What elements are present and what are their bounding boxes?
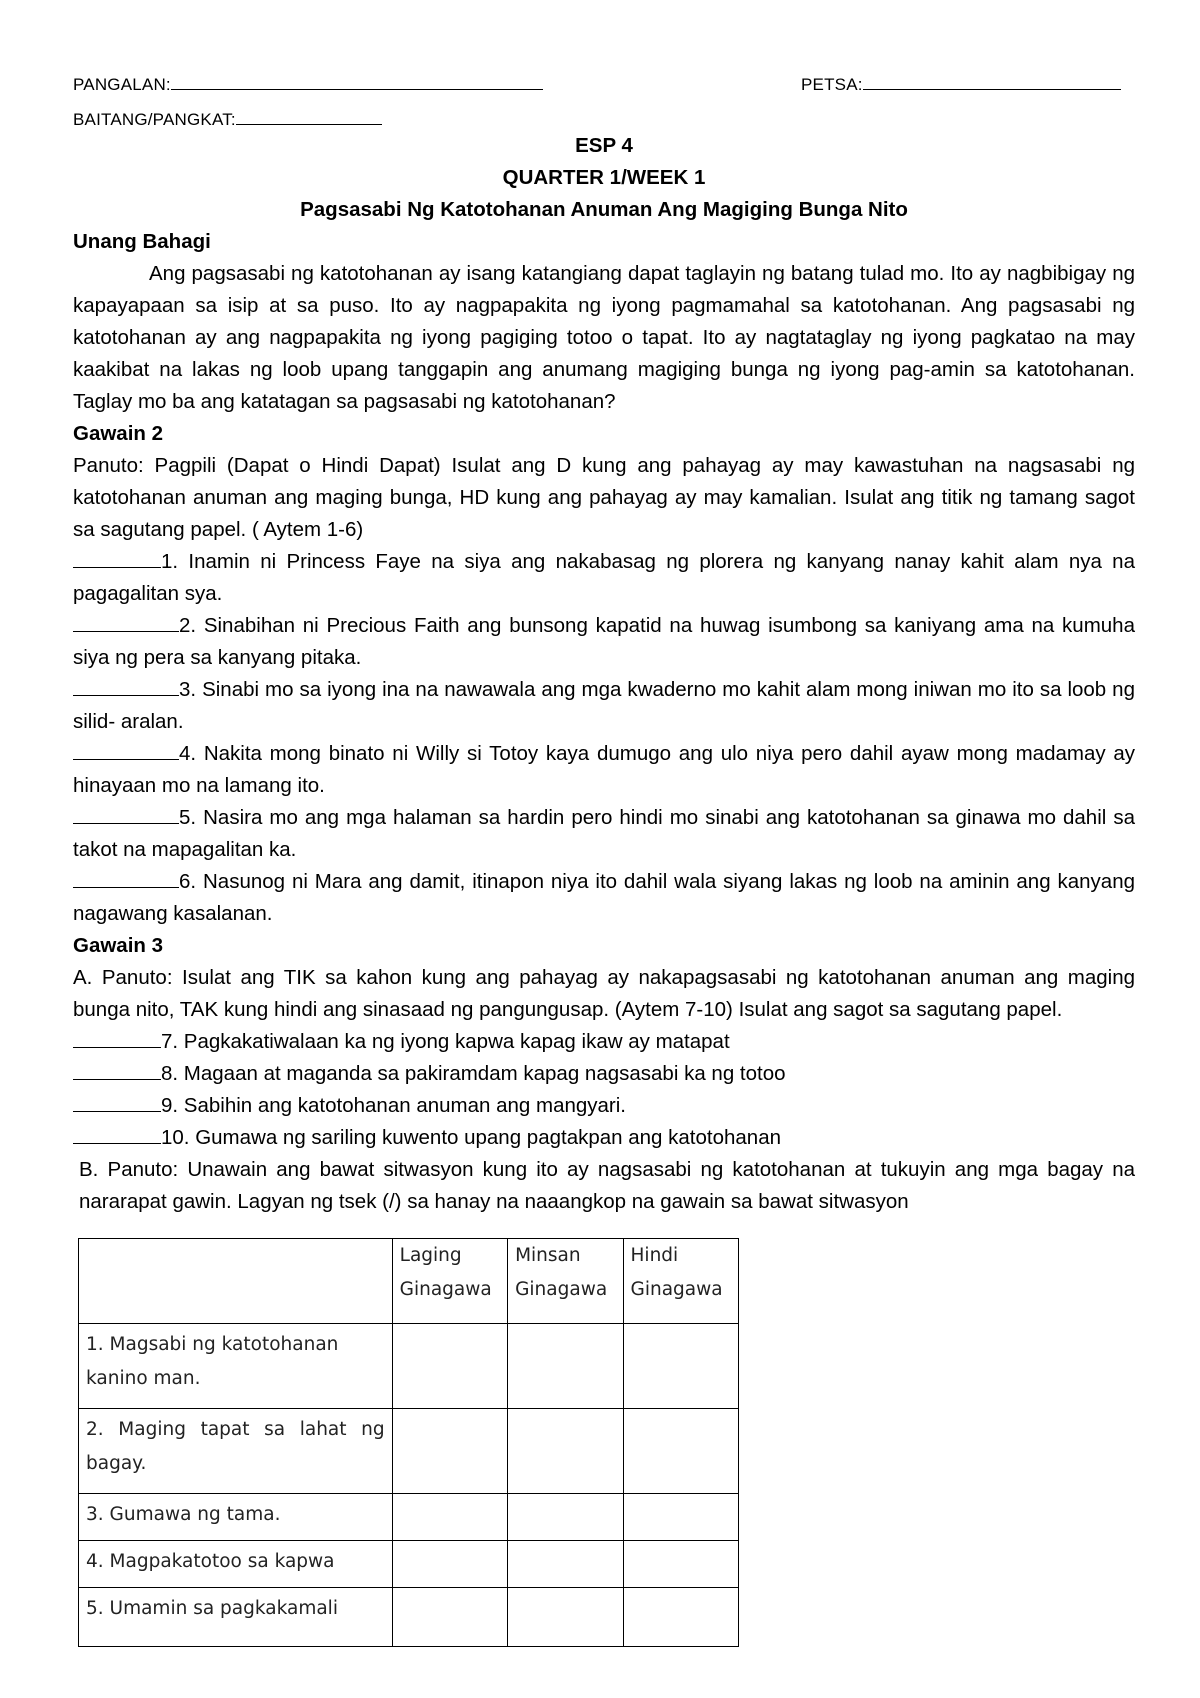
table-row [79, 1324, 739, 1409]
row-statement: 3. Gumawa ng tama. [79, 1494, 393, 1541]
check-cell[interactable] [508, 1409, 623, 1494]
check-cell[interactable] [508, 1494, 623, 1541]
subject-title: ESP 4 [575, 134, 633, 157]
check-cell[interactable] [508, 1541, 623, 1588]
check-cell[interactable] [392, 1324, 507, 1409]
answer-blank[interactable] [73, 1061, 161, 1080]
grade-blank[interactable] [236, 110, 382, 125]
name-label: PANGALAN: [73, 75, 171, 94]
gawain2-item: 2. Sinabihan ni Precious Faith ang bunsong kapatid na huwag isumbong sa kaniyang ama na kumuha siya ng pera sa kanyang pitaka. [73, 614, 1135, 669]
gawain2-item: 1. Inamin ni Princess Faye na siya ang nakabasag ng plorera ng kanyang nanay kahit alam nya na pagagalitan sya. [73, 550, 1135, 605]
header-minsan: Minsan Ginagawa [508, 1239, 623, 1324]
name-blank[interactable] [171, 75, 543, 90]
answer-blank[interactable] [73, 805, 179, 824]
document-body [73, 130, 1135, 1218]
table-row [79, 1541, 739, 1588]
gawain2-item: 4. Nakita mong binato ni Willy si Totoy kaya dumugo ang ulo niya pero dahil ayaw mong madamay ay hinayaan mo na lamang ito. [73, 742, 1135, 797]
table-row [79, 1588, 739, 1647]
check-cell[interactable] [508, 1588, 623, 1647]
answer-blank[interactable] [73, 1029, 161, 1048]
answer-blank[interactable] [73, 741, 179, 760]
quarter-title: QUARTER 1/WEEK 1 [502, 166, 706, 189]
answer-blank[interactable] [73, 869, 179, 888]
gawain3-item: 7. Pagkakatiwalaan ka ng iyong kapwa kapag ikaw ay matapat [73, 1026, 1135, 1058]
check-cell[interactable] [392, 1409, 507, 1494]
gawain3-item: 9. Sabihin ang katotohanan anuman ang mangyari. [73, 1090, 1135, 1122]
gawain3-item: 8. Magaan at maganda sa pakiramdam kapag nagsasabi ka ng totoo [73, 1058, 1135, 1090]
table-corner-cell [79, 1239, 393, 1324]
row-statement: 5. Umamin sa pagkakamali [79, 1588, 393, 1647]
checklist-table [78, 1238, 739, 1647]
gawain2-item: 5. Nasira mo ang mga halaman sa hardin pero hindi mo sinabi ang katotohanan sa ginawa mo dahil sa takot na mapagalitan ka. [73, 806, 1135, 861]
check-cell[interactable] [623, 1494, 738, 1541]
gawain3-item: 10. Gumawa ng sariling kuwento upang pagtakpan ang katotohanan [73, 1122, 1135, 1154]
date-blank[interactable] [863, 75, 1121, 90]
answer-blank[interactable] [73, 1093, 161, 1112]
check-cell[interactable] [508, 1324, 623, 1409]
date-label: PETSA: [801, 75, 863, 94]
grade-field [73, 110, 382, 130]
check-cell[interactable] [623, 1541, 738, 1588]
gawain3-b-instructions: B. Panuto: Unawain ang bawat sitwasyon kung ito ay nagsasabi ng katotohanan at tukuyin ang mga bagay na nararapat gawin. Lagyan ng tsek (/) sa hanay na naaangkop na gawain sa bawat sitwasyon [79, 1158, 1135, 1213]
answer-blank[interactable] [73, 613, 179, 632]
check-cell[interactable] [392, 1541, 507, 1588]
table-header-row [79, 1239, 739, 1324]
gawain3-a-instructions: A. Panuto: Isulat ang TIK sa kahon kung ang pahayag ay nakapagsasabi ng katotohanan anuman ang maging bunga nito, TAK kung hindi ang sinasaad ng pangungusap. (Aytem 7-10) Isulat ang sagot sa sagutang papel. [73, 966, 1135, 1021]
table-row [79, 1409, 739, 1494]
date-field [801, 75, 1121, 95]
gawain2-instructions: Panuto: Pagpili (Dapat o Hindi Dapat) Isulat ang D kung ang pahayag ay may kawastuhan na nagsasabi ng katotohanan anuman ang maging bunga, HD kung ang pahayag ay may kamalian. Isulat ang titik ng tamang sagot sa sagutang papel. ( Aytem 1-6) [73, 454, 1135, 541]
check-cell[interactable] [392, 1588, 507, 1647]
row-statement: 1. Magsabi ng katotohanan kanino man. [79, 1324, 393, 1409]
check-cell[interactable] [392, 1494, 507, 1541]
check-cell[interactable] [623, 1324, 738, 1409]
row-statement: 4. Magpakatotoo sa kapwa [79, 1541, 393, 1588]
check-cell[interactable] [623, 1588, 738, 1647]
answer-blank[interactable] [73, 677, 179, 696]
header-hindi: Hindi Ginagawa [623, 1239, 738, 1324]
grade-label: BAITANG/PANGKAT: [73, 110, 236, 129]
check-cell[interactable] [623, 1409, 738, 1494]
answer-blank[interactable] [73, 1125, 161, 1144]
part1-heading: Unang Bahagi [73, 230, 211, 253]
topic-title: Pagsasabi Ng Katotohanan Anuman Ang Magiging Bunga Nito [300, 198, 908, 221]
header-laging: Laging Ginagawa [392, 1239, 507, 1324]
name-field [73, 75, 543, 95]
gawain3-heading: Gawain 3 [73, 934, 164, 957]
gawain2-heading: Gawain 2 [73, 422, 164, 445]
row-statement: 2. Maging tapat sa lahat ng bagay. [79, 1409, 393, 1494]
gawain2-item: 3. Sinabi mo sa iyong ina na nawawala ang mga kwaderno mo kahit alam mong iniwan mo ito sa loob ng silid- aralan. [73, 678, 1135, 733]
table-row [79, 1494, 739, 1541]
answer-blank[interactable] [73, 549, 161, 568]
part1-paragraph: Ang pagsasabi ng katotohanan ay isang katangiang dapat taglayin ng batang tulad mo. Ito ay nagbibigay ng kapayapaan sa isip at sa puso. Ito ay nagpapakita ng iyong pagmamahal sa katotohanan. Ang pagsasabi ng katotohanan ay ang nagpapakita ng iyong pagiging totoo o tapat. Ito ay nagtataglay ng iyong pagkatao na may kaakibat na lakas ng loob upang tanggapin ang anumang magiging bunga ng iyong pag-amin sa katotohanan. Taglay mo ba ang katatagan sa pagsasabi ng katotohanan? [73, 262, 1135, 413]
gawain2-item: 6. Nasunog ni Mara ang damit, itinapon niya ito dahil wala siyang lakas ng loob na aminin ang kanyang nagawang kasalanan. [73, 870, 1135, 925]
